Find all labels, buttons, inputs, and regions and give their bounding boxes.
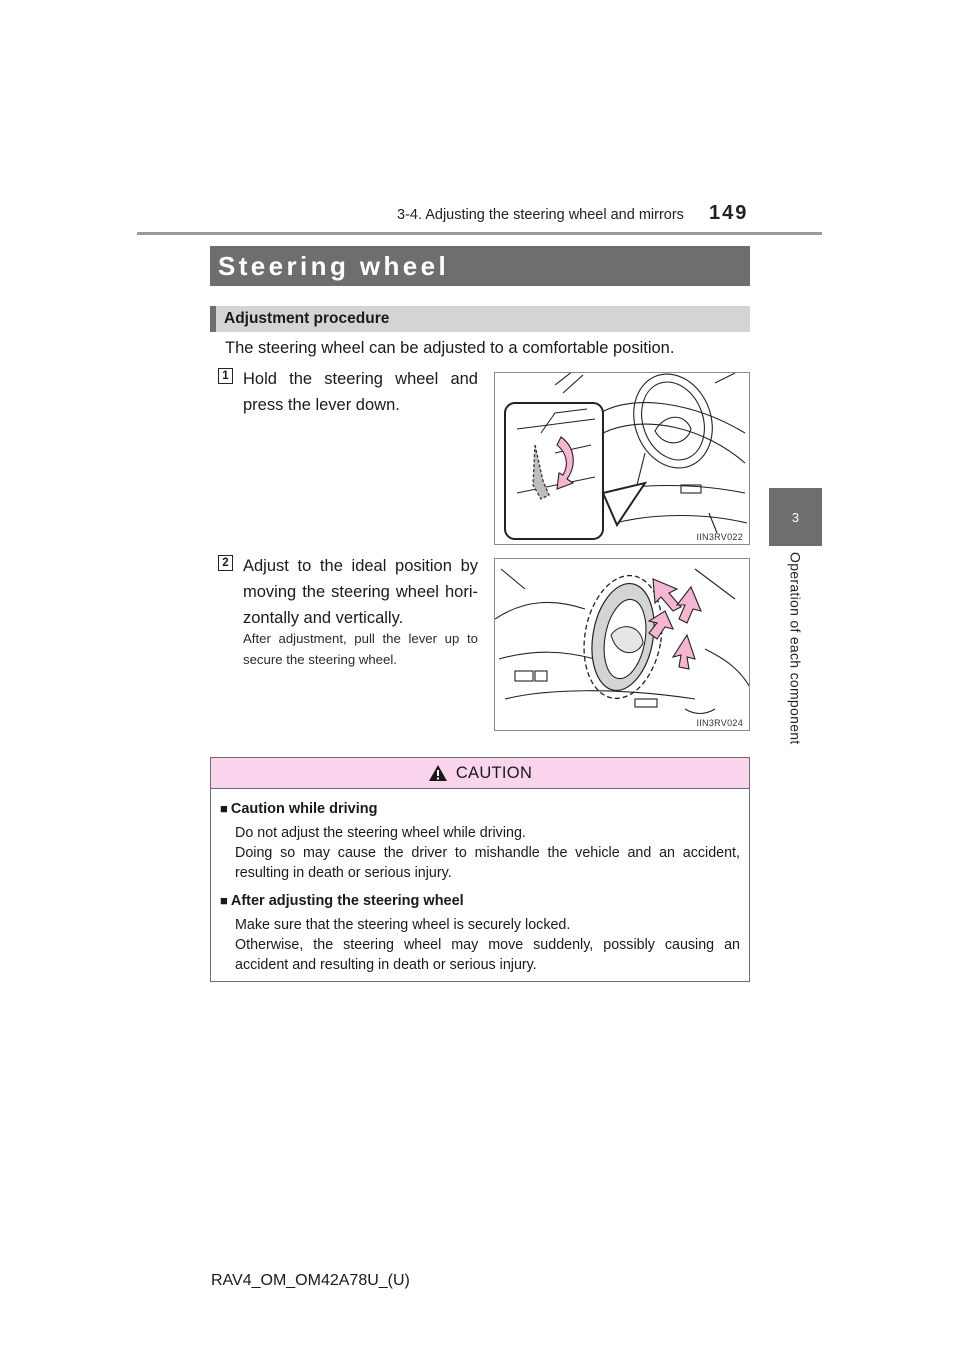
caution-item-heading — [220, 798, 740, 820]
square-bullet-icon: ■ — [220, 893, 228, 908]
chapter-label — [769, 552, 822, 752]
caution-item-line: Doing so may cause the driver to mishandle the vehicle and an accident, resulting in death or serious injury. — [235, 845, 740, 881]
lever-illustration — [495, 373, 750, 545]
caution-title: CAUTION — [455, 763, 533, 782]
adjust-illustration — [495, 559, 750, 731]
subsection-heading: Adjustment procedure — [210, 306, 750, 332]
step-2-text: Adjust to the ideal position by moving the steering wheel hori-zontally and vertically. — [243, 557, 478, 627]
header-rule — [137, 232, 822, 235]
caution-box — [210, 757, 750, 982]
caution-item-heading-text: After adjusting the steering wheel — [230, 893, 464, 909]
caution-item-heading — [220, 890, 740, 912]
caution-item-heading-text: Caution while driving — [230, 801, 378, 817]
caution-item-line: Otherwise, the steering wheel may move suddenly, possibly causing an accident and resulting in death or serious injury. — [235, 937, 740, 973]
section-heading: 3-4. Adjusting the steering wheel and mirrors — [397, 207, 684, 223]
chapter-title: Operation of each component — [787, 552, 804, 745]
caution-item-line: Make sure that the steering wheel is securely locked. — [235, 917, 571, 933]
caution-header — [211, 758, 749, 789]
square-bullet-icon: ■ — [220, 801, 228, 816]
page-number: 149 — [709, 202, 749, 224]
caution-body — [211, 789, 749, 975]
step-1-text: Hold the steering wheel and press the lever down. — [243, 370, 478, 414]
figure-lever-illustration — [494, 372, 750, 545]
step-2-number: 2 — [218, 555, 233, 571]
step-1-number: 1 — [218, 368, 233, 384]
warning-triangle-icon — [428, 764, 448, 782]
figure-2-code: IIN3RV024 — [696, 718, 743, 728]
caution-item-line: Do not adjust the steering wheel while driving. — [235, 825, 526, 841]
intro-text: The steering wheel can be adjusted to a comfortable position. — [225, 339, 675, 357]
figure-1-code: IIN3RV022 — [696, 532, 743, 542]
chapter-tab: 3 — [769, 488, 822, 546]
page-title: Steering wheel — [210, 246, 750, 286]
figure-adjust-illustration — [494, 558, 750, 731]
document-code: RAV4_OM_OM42A78U_(U) — [211, 1272, 410, 1289]
step-2-note: After adjustment, pull the lever up to secure the steering wheel. — [243, 631, 478, 667]
